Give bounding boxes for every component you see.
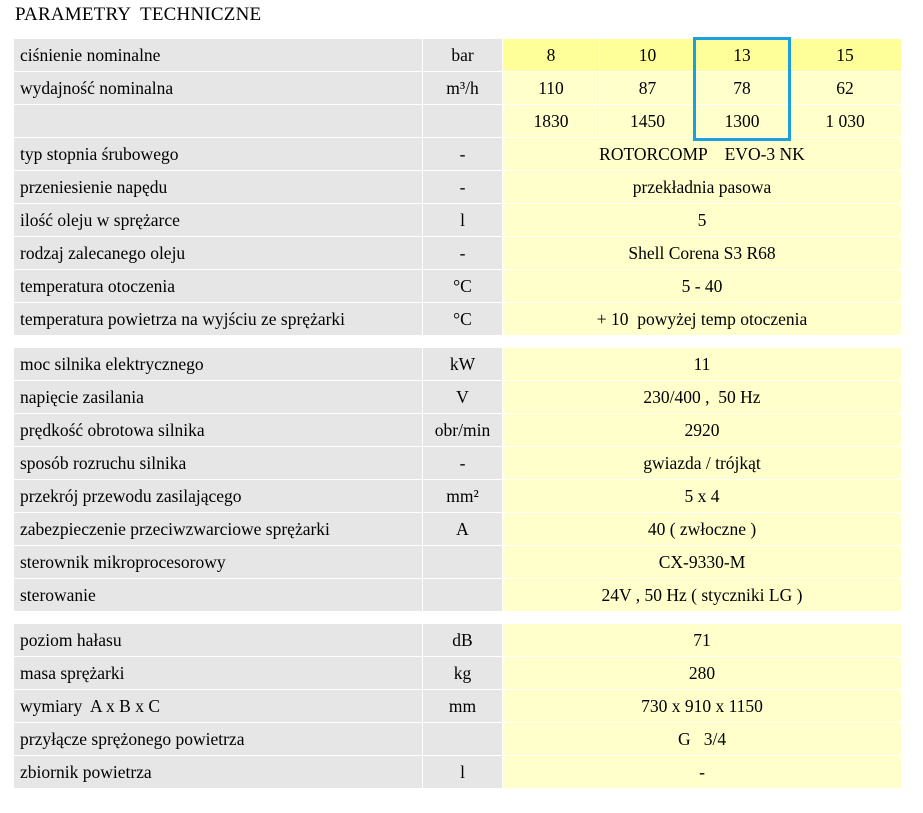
row-label: wymiary A x B x C [14, 690, 423, 723]
table-row [14, 72, 902, 105]
row-unit: kW [423, 348, 503, 381]
variant-value: 110 [503, 72, 600, 105]
table-row [14, 237, 902, 270]
row-unit: °C [423, 270, 503, 303]
row-label: zabezpieczenie przeciwzwarciowe sprężarki [14, 513, 423, 546]
table-row [14, 39, 902, 72]
row-unit: obr/min [423, 414, 503, 447]
row-value: + 10 powyżej temp otoczenia [503, 303, 902, 336]
row-unit: - [423, 447, 503, 480]
row-value: 5 x 4 [503, 480, 902, 513]
row-unit: mm² [423, 480, 503, 513]
row-unit [423, 105, 503, 138]
row-label: przekrój przewodu zasilającego [14, 480, 423, 513]
row-unit: - [423, 171, 503, 204]
table-row [14, 657, 902, 690]
row-value: G 3/4 [503, 723, 902, 756]
row-value: 280 [503, 657, 902, 690]
variant-value: 8 [503, 39, 600, 72]
row-unit [423, 723, 503, 756]
variant-value: 10 [600, 39, 696, 72]
table-row [14, 303, 902, 336]
row-value: przekładnia pasowa [503, 171, 902, 204]
variant-value-selected: 78 [696, 72, 789, 105]
row-value: 230/400 , 50 Hz [503, 381, 902, 414]
row-label: napięcie zasilania [14, 381, 423, 414]
row-label: sterowanie [14, 579, 423, 612]
row-unit: - [423, 237, 503, 270]
variant-value: 1 030 [789, 105, 902, 138]
row-label [14, 105, 423, 138]
table-row [14, 348, 902, 381]
variant-value: 62 [789, 72, 902, 105]
row-unit: mm [423, 690, 503, 723]
row-value: 71 [503, 624, 902, 657]
row-value: Shell Corena S3 R68 [503, 237, 902, 270]
variant-value: 1450 [600, 105, 696, 138]
row-value: ROTORCOMP EVO-3 NK [503, 138, 902, 171]
row-label: ilość oleju w sprężarce [14, 204, 423, 237]
row-label: zbiornik powietrza [14, 756, 423, 789]
row-label: wydajność nominalna [14, 72, 423, 105]
row-label: poziom hałasu [14, 624, 423, 657]
row-label: sposób rozruchu silnika [14, 447, 423, 480]
row-label: temperatura powietrza na wyjściu ze sprężarki [14, 303, 423, 336]
section-spacer [14, 336, 902, 348]
table-row [14, 105, 902, 138]
row-label: rodzaj zalecanego oleju [14, 237, 423, 270]
variant-value: 15 [789, 39, 902, 72]
row-label: masa sprężarki [14, 657, 423, 690]
table-row [14, 138, 902, 171]
row-unit: dB [423, 624, 503, 657]
row-unit: A [423, 513, 503, 546]
variant-value-selected: 13 [696, 39, 789, 72]
row-value: 11 [503, 348, 902, 381]
row-unit [423, 546, 503, 579]
row-label: przeniesienie napędu [14, 171, 423, 204]
table-row [14, 546, 902, 579]
row-label: moc silnika elektrycznego [14, 348, 423, 381]
row-unit: V [423, 381, 503, 414]
variant-value: 1830 [503, 105, 600, 138]
table-row [14, 756, 902, 789]
table-row [14, 690, 902, 723]
table-row [14, 447, 902, 480]
row-unit: m³/h [423, 72, 503, 105]
row-value: 5 - 40 [503, 270, 902, 303]
table-row [14, 723, 902, 756]
row-unit: - [423, 138, 503, 171]
row-value: CX-9330-M [503, 546, 902, 579]
row-unit: l [423, 204, 503, 237]
row-label: typ stopnia śrubowego [14, 138, 423, 171]
table-row [14, 414, 902, 447]
row-unit: l [423, 756, 503, 789]
row-value: gwiazda / trójkąt [503, 447, 902, 480]
variant-value: 87 [600, 72, 696, 105]
row-unit: bar [423, 39, 503, 72]
row-value: 24V , 50 Hz ( styczniki LG ) [503, 579, 902, 612]
row-unit [423, 579, 503, 612]
table-row [14, 624, 902, 657]
table-row [14, 381, 902, 414]
table-row [14, 513, 902, 546]
row-label: przyłącze sprężonego powietrza [14, 723, 423, 756]
row-unit: °C [423, 303, 503, 336]
page-title: PARAMETRY TECHNICZNE [15, 4, 262, 25]
variant-value-selected: 1300 [696, 105, 789, 138]
row-label: sterownik mikroprocesorowy [14, 546, 423, 579]
table-row [14, 480, 902, 513]
table-row [14, 579, 902, 612]
table-row [14, 270, 902, 303]
table-row [14, 204, 902, 237]
row-value: 730 x 910 x 1150 [503, 690, 902, 723]
row-label: temperatura otoczenia [14, 270, 423, 303]
spec-table [13, 38, 902, 789]
row-unit: kg [423, 657, 503, 690]
row-value: - [503, 756, 902, 789]
row-value: 40 ( zwłoczne ) [503, 513, 902, 546]
table-row [14, 171, 902, 204]
row-value: 2920 [503, 414, 902, 447]
row-value: 5 [503, 204, 902, 237]
row-label: ciśnienie nominalne [14, 39, 423, 72]
row-label: prędkość obrotowa silnika [14, 414, 423, 447]
section-spacer [14, 612, 902, 624]
